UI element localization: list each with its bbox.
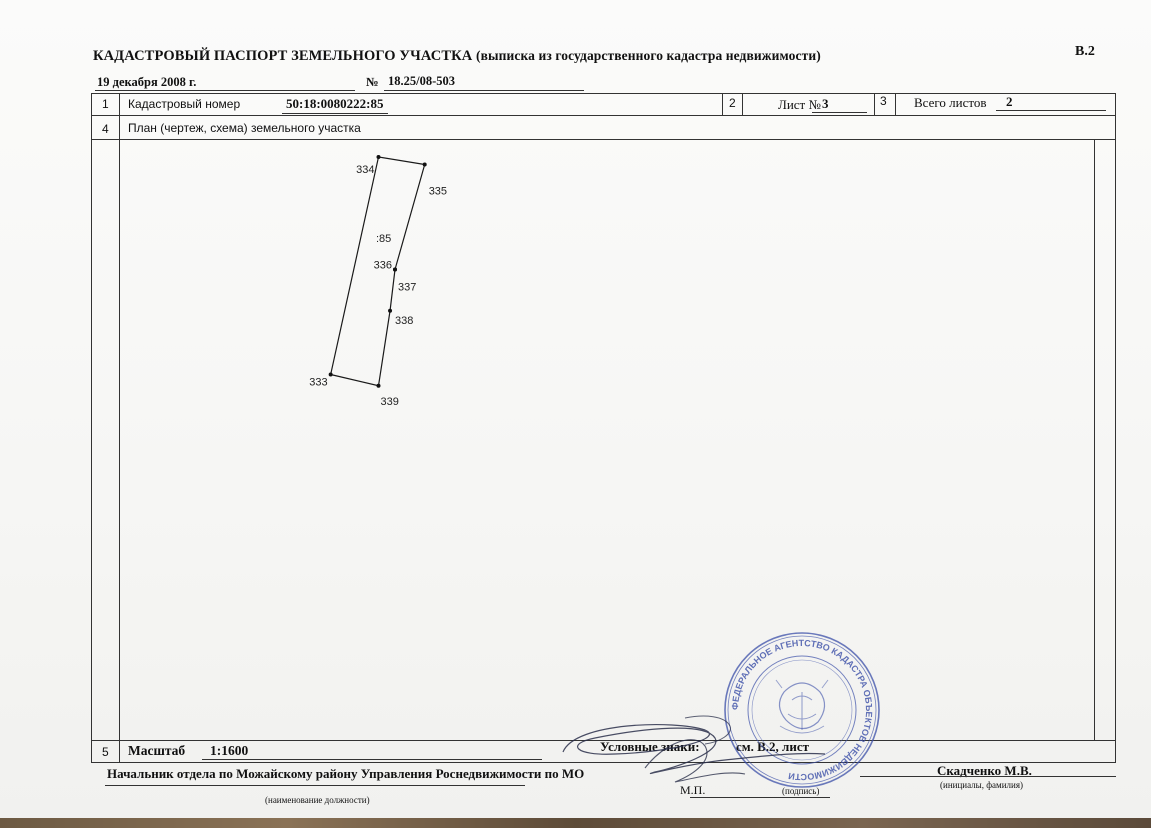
point-label-339: 339 — [380, 395, 399, 408]
sheet-number-label: Лист № — [778, 97, 821, 112]
row1-number: 1 — [102, 97, 109, 111]
point-label-336: 336 — [373, 259, 392, 272]
title-sub: (выписка из государственного кадастра недвижимости) — [476, 48, 821, 63]
boundary-point-334 — [377, 155, 381, 159]
legend-label: Условные знаки: — [600, 739, 700, 754]
total-sheets-label: Всего листов — [914, 95, 987, 110]
title-main: КАДАСТРОВЫЙ ПАСПОРТ ЗЕМЕЛЬНОГО УЧАСТКА — [93, 48, 473, 64]
scale-label: Масштаб — [128, 743, 186, 758]
name-underline — [860, 776, 1116, 777]
sheet-number-value: 3 — [822, 96, 829, 111]
point-label-333: 333 — [309, 376, 328, 389]
cadastral-number-value: 50:18:0080222:85 — [286, 96, 384, 111]
name-caption: (инициалы, фамилия) — [940, 780, 1023, 790]
signature-caption: (подпись) — [782, 786, 820, 796]
document-number: 18.25/08-503 — [388, 74, 456, 88]
official-name: Скадченко М.В. — [937, 763, 1032, 778]
stamp-text: ФЕДЕРАЛЬНОЕ АГЕНТСТВО КАДАСТРА ОБЪЕКТОВ НЕДВИЖИМОСТИ — [729, 637, 875, 783]
legend-value: см. В.2, лист — [736, 739, 809, 754]
boundary-point-335 — [423, 163, 427, 167]
row4-number: 4 — [102, 122, 109, 136]
number-sign: № — [366, 75, 379, 89]
parcel-label: :85 — [376, 233, 392, 245]
scale-underline — [202, 759, 542, 760]
scale-value: 1:1600 — [210, 743, 249, 758]
boundary-point-339 — [377, 384, 381, 388]
row1-sheet-index: 2 — [729, 96, 736, 110]
boundary-point-337 — [393, 268, 397, 272]
official-position: Начальник отдела по Можайскому району Управления Роснедвижимости по МО — [107, 766, 585, 781]
point-label-334: 334 — [356, 164, 375, 176]
boundary-points — [309, 155, 447, 408]
total-sheets-value: 2 — [1006, 94, 1013, 109]
plan-section-label: План (чертеж, схема) земельного участка — [128, 121, 361, 135]
row1-total-index: 3 — [880, 94, 887, 108]
boundary-point-333 — [329, 373, 333, 377]
boundary-point-338 — [388, 309, 392, 313]
sheet-code: В.2 — [1075, 44, 1095, 59]
point-label-335: 335 — [428, 185, 448, 198]
row5-number: 5 — [102, 745, 109, 759]
point-label-338: 338 — [395, 314, 414, 327]
point-label-337: 337 — [398, 281, 417, 294]
cadastral-number-label: Кадастровый номер — [128, 97, 241, 111]
signature — [555, 712, 835, 802]
document-date: 19 декабря 2008 г. — [97, 75, 197, 89]
position-caption: (наименование должности) — [265, 795, 370, 805]
position-underline — [105, 785, 525, 786]
mp-mark: М.П. — [680, 783, 706, 797]
